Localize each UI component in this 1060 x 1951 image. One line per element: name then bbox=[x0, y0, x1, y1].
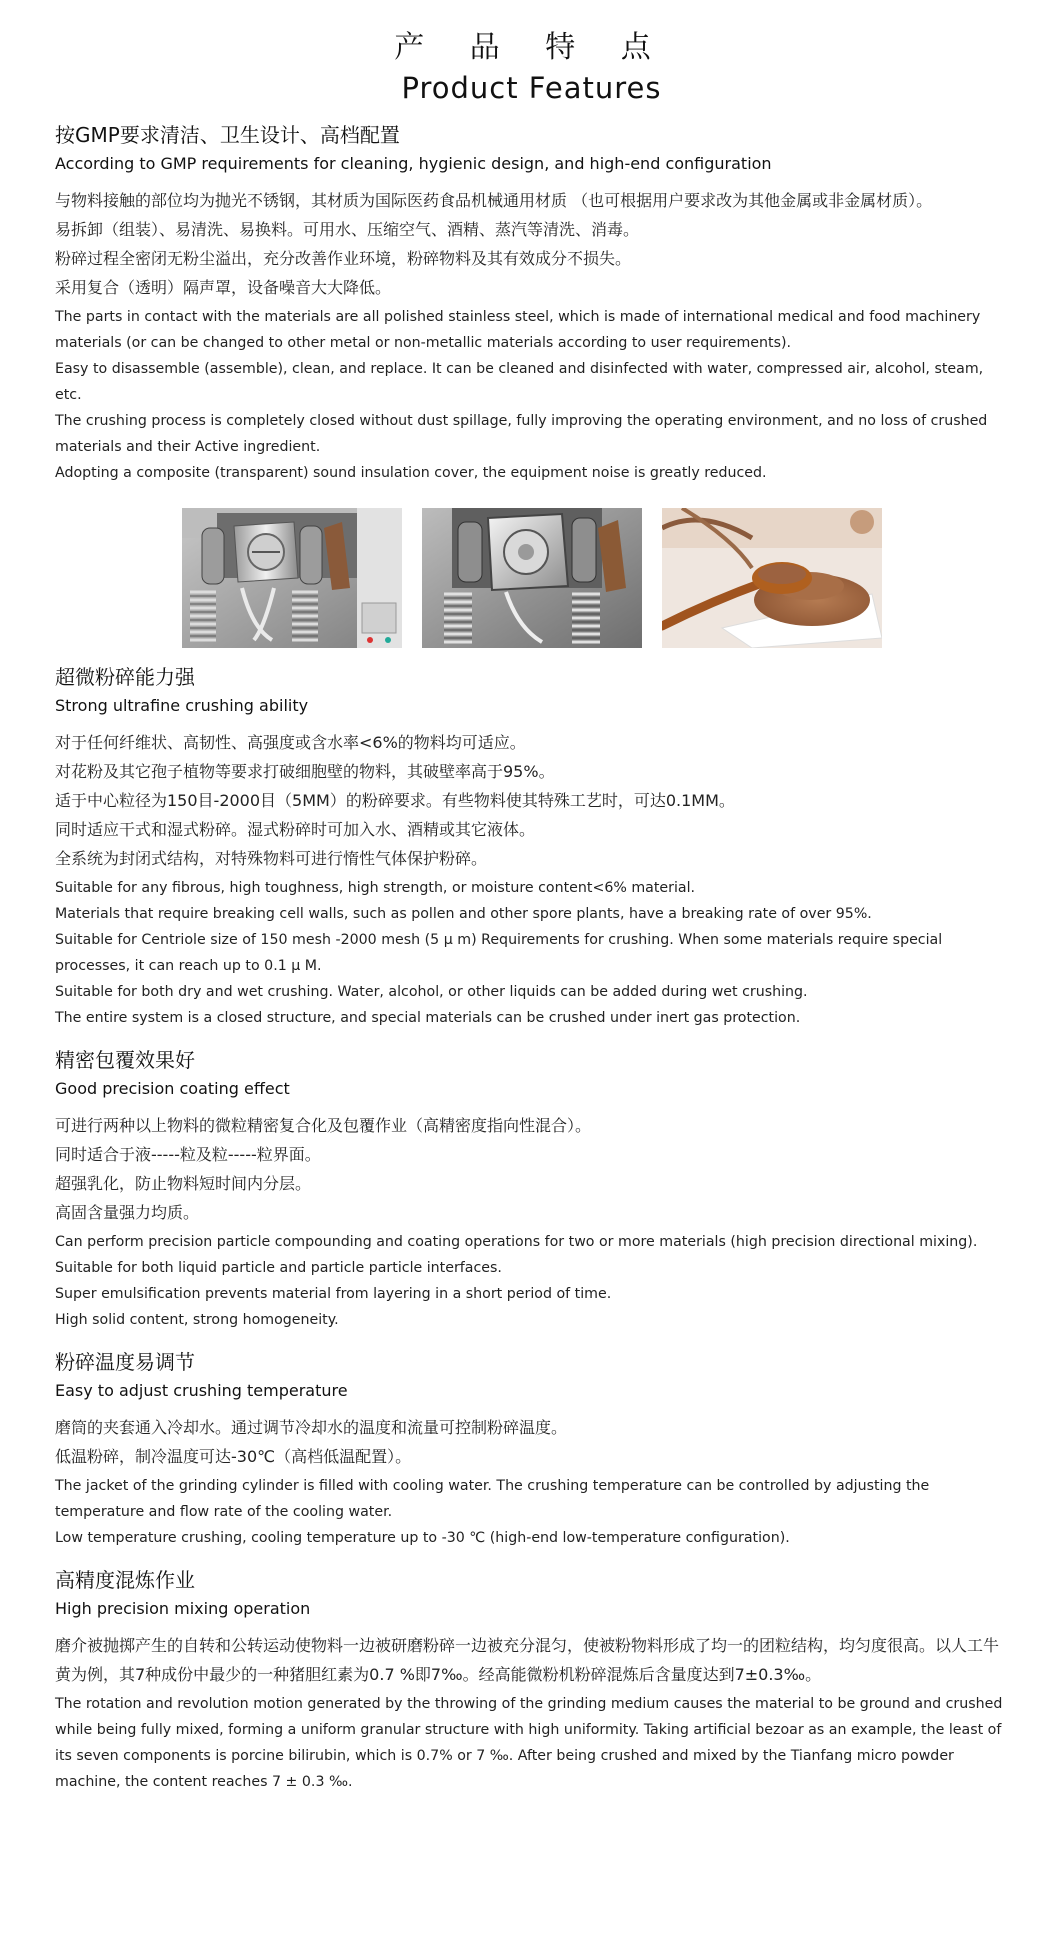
paragraph-en: The parts in contact with the materials are all polished stainless steel, which is made of international medical and food machinery materials (or can be changed to other metal or non-metallic materials according to user requirements). bbox=[55, 309, 981, 351]
page-header bbox=[55, 0, 1008, 106]
section-body-en bbox=[55, 1691, 1008, 1795]
section-title-cn: 高精度混炼作业 bbox=[55, 1568, 195, 1592]
section-body-cn bbox=[55, 1631, 1008, 1689]
paragraph-cn: 采用复合（透明）隔声罩，设备噪音大大降低。 bbox=[55, 278, 392, 297]
machine-photo-side bbox=[422, 508, 642, 648]
paragraph-cn: 磨介被抛掷产生的自转和公转运动使物料一边被研磨粉碎一边被充分混匀，使被粉物料形成了均一的团粒结构，均匀度很高。以人工牛黄为例，其7种成份中最少的一种猪胆红素为0.7 %即7‰。经高能微粉机粉碎混炼后含量度达到7±0.3‰。 bbox=[55, 1636, 1000, 1684]
section-ultrafine-crushing bbox=[55, 662, 1008, 1031]
paragraph-en: High solid content, strong homogeneity. bbox=[55, 1312, 339, 1328]
paragraph-en: The crushing process is completely closed without dust spillage, fully improving the operating environment, and no loss of crushed materials and their Active ingredient. bbox=[55, 413, 988, 455]
section-title-en: According to GMP requirements for cleaning, hygienic design, and high-end configuration bbox=[55, 154, 772, 173]
paragraph-cn: 同时适合于液-----粒及粒-----粒界面。 bbox=[55, 1145, 321, 1164]
section-title-cn: 超微粉碎能力强 bbox=[55, 665, 195, 689]
page-title-en: Product Features bbox=[401, 71, 662, 105]
paragraph-en: The rotation and revolution motion generated by the throwing of the grinding medium causes the material to be ground and crushed while being fully mixed, forming a uniform granular structure with high uniformity. Taking artificial bezoar as an example, the least of its seven components is porcine bilirubin, which is 0.7% or 7 ‰. After being crushed and mixed by the Tianfang micro powder machine, the content reaches 7 ± 0.3 ‰. bbox=[55, 1696, 1003, 1790]
section-body-cn bbox=[55, 728, 1008, 873]
paragraph-cn: 全系统为封闭式结构，对特殊物料可进行惰性气体保护粉碎。 bbox=[55, 849, 488, 868]
section-body-en bbox=[55, 1229, 1008, 1333]
section-body-en bbox=[55, 1473, 1008, 1551]
section-title-en: Easy to adjust crushing temperature bbox=[55, 1381, 348, 1400]
paragraph-en: Can perform precision particle compounding and coating operations for two or more materials (high precision directional mixing). bbox=[55, 1234, 978, 1250]
paragraph-en: Easy to disassemble (assemble), clean, and replace. It can be cleaned and disinfected with water, compressed air, alcohol, steam, etc. bbox=[55, 361, 984, 403]
section-title-en: Strong ultrafine crushing ability bbox=[55, 696, 309, 715]
powder-spoon-image bbox=[662, 508, 882, 648]
section-body-en bbox=[55, 304, 1008, 486]
section-precision-coating bbox=[55, 1045, 1008, 1333]
machine-side-image bbox=[422, 508, 642, 648]
paragraph-en: Suitable for both dry and wet crushing. Water, alcohol, or other liquids can be added during wet crushing. bbox=[55, 984, 808, 1000]
section-gmp-design bbox=[55, 120, 1008, 486]
powder-photo bbox=[662, 508, 882, 648]
paragraph-cn: 对花粉及其它孢子植物等要求打破细胞壁的物料，其破壁率高于95%。 bbox=[55, 762, 555, 781]
paragraph-en: Adopting a composite (transparent) sound insulation cover, the equipment noise is greatly reduced. bbox=[55, 465, 767, 481]
section-temperature-control bbox=[55, 1347, 1008, 1551]
paragraph-cn: 适于中心粒径为150目-2000目（5MM）的粉碎要求。有些物料使其特殊工艺时，可达0.1MM。 bbox=[55, 791, 735, 810]
section-body-cn bbox=[55, 1111, 1008, 1227]
paragraph-en: Super emulsification prevents material from layering in a short period of time. bbox=[55, 1286, 612, 1302]
paragraph-en: Suitable for any fibrous, high toughness, high strength, or moisture content<6% material. bbox=[55, 880, 696, 896]
paragraph-cn: 超强乳化，防止物料短时间内分层。 bbox=[55, 1174, 312, 1193]
page-title-cn: 产 品 特 点 bbox=[394, 30, 669, 65]
paragraph-en: Suitable for Centriole size of 150 mesh -2000 mesh (5 μ m) Requirements for crushing. When some materials require special processes, it can reach up to 0.1 μ M. bbox=[55, 932, 943, 974]
product-photo-gallery bbox=[55, 508, 1008, 648]
paragraph-cn: 磨筒的夹套通入冷却水。通过调节冷却水的温度和流量可控制粉碎温度。 bbox=[55, 1418, 568, 1437]
machine-front-image bbox=[182, 508, 402, 648]
paragraph-cn: 粉碎过程全密闭无粉尘溢出，充分改善作业环境，粉碎物料及其有效成分不损失。 bbox=[55, 249, 632, 268]
paragraph-cn: 对于任何纤维状、高韧性、高强度或含水率<6%的物料均可适应。 bbox=[55, 733, 526, 752]
section-title-en: High precision mixing operation bbox=[55, 1599, 311, 1618]
paragraph-en: Materials that require breaking cell walls, such as pollen and other spore plants, have a breaking rate of over 95%. bbox=[55, 906, 872, 922]
section-body-cn bbox=[55, 186, 1008, 302]
paragraph-cn: 易拆卸（组装）、易清洗、易换料。可用水、压缩空气、酒精、蒸汽等清洗、消毒。 bbox=[55, 220, 640, 239]
paragraph-en: Suitable for both liquid particle and particle particle interfaces. bbox=[55, 1260, 502, 1276]
paragraph-cn: 高固含量强力均质。 bbox=[55, 1203, 200, 1222]
section-body-en bbox=[55, 875, 1008, 1031]
paragraph-cn: 低温粉碎，制冷温度可达-30℃（高档低温配置）。 bbox=[55, 1447, 412, 1466]
paragraph-en: Low temperature crushing, cooling temperature up to -30 ℃ (high-end low-temperature configuration). bbox=[55, 1530, 790, 1546]
paragraph-cn: 与物料接触的部位均为抛光不锈钢，其材质为国际医药食品机械通用材质 （也可根据用户要求改为其他金属或非金属材质）。 bbox=[55, 191, 933, 210]
section-title-en: Good precision coating effect bbox=[55, 1079, 290, 1098]
machine-photo-front bbox=[182, 508, 402, 648]
section-precision-mixing bbox=[55, 1565, 1008, 1795]
paragraph-cn: 可进行两种以上物料的微粒精密复合化及包覆作业（高精密度指向性混合）。 bbox=[55, 1116, 592, 1135]
section-title-cn: 按GMP要求清洁、卫生设计、高档配置 bbox=[55, 123, 400, 147]
section-body-cn bbox=[55, 1413, 1008, 1471]
paragraph-en: The entire system is a closed structure, and special materials can be crushed under inert gas protection. bbox=[55, 1010, 801, 1026]
paragraph-cn: 同时适应干式和湿式粉碎。湿式粉碎时可加入水、酒精或其它液体。 bbox=[55, 820, 536, 839]
section-title-cn: 精密包覆效果好 bbox=[55, 1048, 195, 1072]
paragraph-en: The jacket of the grinding cylinder is filled with cooling water. The crushing temperature can be controlled by adjusting the temperature and flow rate of the cooling water. bbox=[55, 1478, 930, 1520]
section-title-cn: 粉碎温度易调节 bbox=[55, 1350, 195, 1374]
